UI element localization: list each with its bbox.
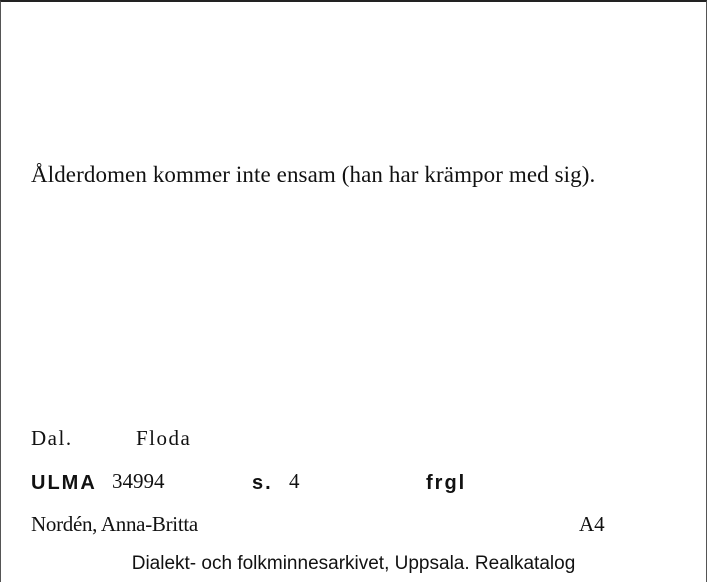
place-label: Floda xyxy=(136,426,192,450)
page-number: 4 xyxy=(289,469,300,493)
format-code: A4 xyxy=(579,512,605,536)
region-label: Dal. xyxy=(31,426,73,450)
record-number: 34994 xyxy=(112,469,165,493)
proverb-text: Ålderdomen kommer inte ensam (han har krämpor med sig). xyxy=(31,162,596,187)
archive-footer: Dialekt- och folkminnesarkivet, Uppsala. Realkatalog xyxy=(131,553,576,574)
type-code: frgl xyxy=(426,472,467,494)
informant-name: Nordén, Anna-Britta xyxy=(31,512,198,536)
archive-label: ULMA xyxy=(31,472,97,494)
page-label: s. xyxy=(252,472,273,494)
